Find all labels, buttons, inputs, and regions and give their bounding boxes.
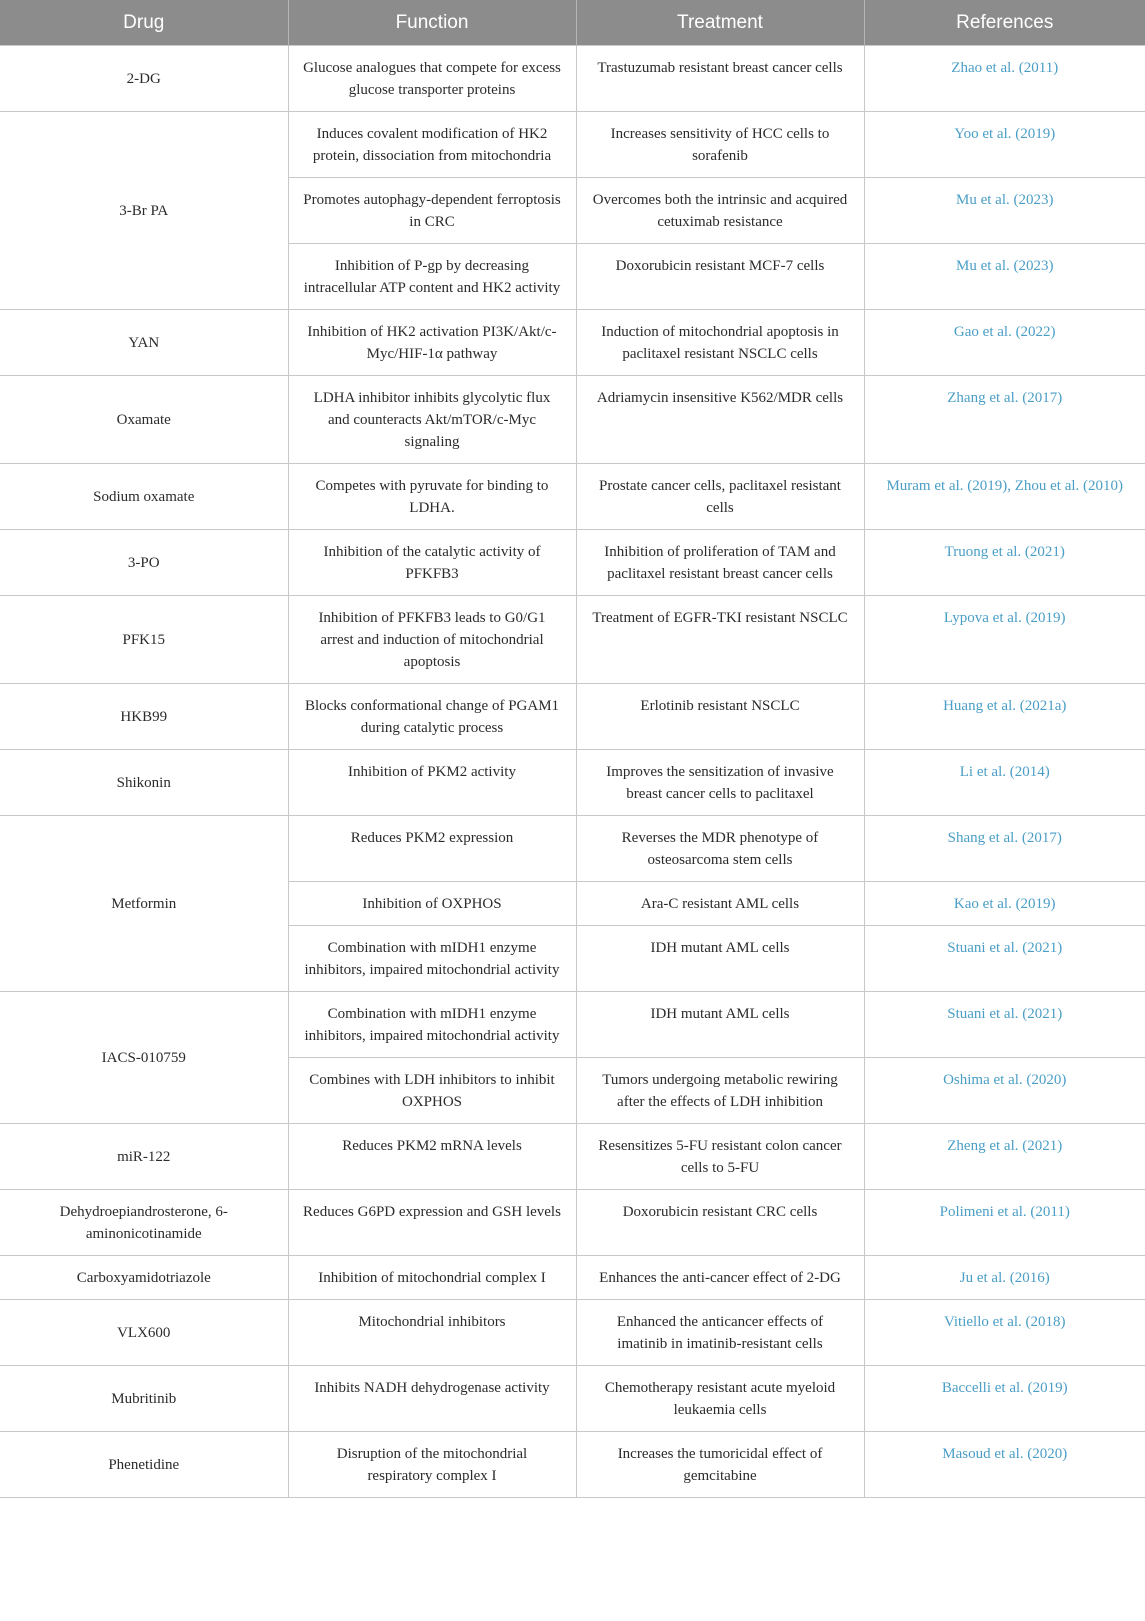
cell-function: Reduces PKM2 expression xyxy=(288,816,576,882)
table-row xyxy=(0,1190,1145,1256)
cell-reference-link[interactable]: Polimeni et al. (2011) xyxy=(864,1190,1145,1256)
cell-treatment: Erlotinib resistant NSCLC xyxy=(576,684,864,750)
cell-function: Induces covalent modification of HK2 protein, dissociation from mitochondria xyxy=(288,112,576,178)
column-header-treatment: Treatment xyxy=(576,0,864,46)
cell-treatment: Trastuzumab resistant breast cancer cells xyxy=(576,46,864,112)
cell-treatment: Doxorubicin resistant CRC cells xyxy=(576,1190,864,1256)
cell-function: Mitochondrial inhibitors xyxy=(288,1300,576,1366)
cell-function: Inhibition of OXPHOS xyxy=(288,882,576,926)
header-row xyxy=(0,0,1145,46)
cell-treatment: Increases the tumoricidal effect of gemcitabine xyxy=(576,1432,864,1498)
cell-reference-link[interactable]: Kao et al. (2019) xyxy=(864,882,1145,926)
cell-reference-link[interactable]: Li et al. (2014) xyxy=(864,750,1145,816)
cell-drug: Phenetidine xyxy=(0,1432,288,1498)
cell-drug: Oxamate xyxy=(0,376,288,464)
cell-drug: Dehydroepiandrosterone, 6-aminonicotinamide xyxy=(0,1190,288,1256)
cell-drug: VLX600 xyxy=(0,1300,288,1366)
cell-reference-link[interactable]: Baccelli et al. (2019) xyxy=(864,1366,1145,1432)
cell-function: Inhibition of PKM2 activity xyxy=(288,750,576,816)
cell-reference-link[interactable]: Vitiello et al. (2018) xyxy=(864,1300,1145,1366)
cell-treatment: Prostate cancer cells, paclitaxel resistant cells xyxy=(576,464,864,530)
table-row xyxy=(0,596,1145,684)
cell-reference-link[interactable]: Huang et al. (2021a) xyxy=(864,684,1145,750)
cell-function: Competes with pyruvate for binding to LDHA. xyxy=(288,464,576,530)
cell-drug: PFK15 xyxy=(0,596,288,684)
table-row xyxy=(0,1124,1145,1190)
cell-treatment: Resensitizes 5-FU resistant colon cancer cells to 5-FU xyxy=(576,1124,864,1190)
cell-drug: Sodium oxamate xyxy=(0,464,288,530)
table-row xyxy=(0,376,1145,464)
cell-treatment: Doxorubicin resistant MCF-7 cells xyxy=(576,244,864,310)
cell-drug: YAN xyxy=(0,310,288,376)
column-header-drug: Drug xyxy=(0,0,288,46)
cell-drug: Carboxyamidotriazole xyxy=(0,1256,288,1300)
cell-function: Reduces PKM2 mRNA levels xyxy=(288,1124,576,1190)
table-row xyxy=(0,530,1145,596)
table-row xyxy=(0,684,1145,750)
cell-drug: Shikonin xyxy=(0,750,288,816)
table-row xyxy=(0,750,1145,816)
cell-function: Disruption of the mitochondrial respiratory complex I xyxy=(288,1432,576,1498)
cell-reference-link[interactable]: Ju et al. (2016) xyxy=(864,1256,1145,1300)
table-body xyxy=(0,46,1145,1498)
cell-drug: HKB99 xyxy=(0,684,288,750)
table-row xyxy=(0,1366,1145,1432)
cell-reference-link[interactable]: Truong et al. (2021) xyxy=(864,530,1145,596)
cell-reference-link[interactable]: Lypova et al. (2019) xyxy=(864,596,1145,684)
cell-reference-link[interactable]: Oshima et al. (2020) xyxy=(864,1058,1145,1124)
cell-treatment: Overcomes both the intrinsic and acquired cetuximab resistance xyxy=(576,178,864,244)
cell-treatment: Tumors undergoing metabolic rewiring after the effects of LDH inhibition xyxy=(576,1058,864,1124)
cell-function: LDHA inhibitor inhibits glycolytic flux and counteracts Akt/mTOR/c-Myc signaling xyxy=(288,376,576,464)
cell-function: Blocks conformational change of PGAM1 during catalytic process xyxy=(288,684,576,750)
cell-reference-link[interactable]: Yoo et al. (2019) xyxy=(864,112,1145,178)
table-row xyxy=(0,46,1145,112)
table-row xyxy=(0,1300,1145,1366)
cell-reference-link[interactable]: Mu et al. (2023) xyxy=(864,178,1145,244)
cell-function: Combines with LDH inhibitors to inhibit OXPHOS xyxy=(288,1058,576,1124)
table-row xyxy=(0,992,1145,1058)
table-row xyxy=(0,816,1145,882)
cell-reference-link[interactable]: Gao et al. (2022) xyxy=(864,310,1145,376)
cell-drug: Mubritinib xyxy=(0,1366,288,1432)
cell-reference-link[interactable]: Masoud et al. (2020) xyxy=(864,1432,1145,1498)
table-row xyxy=(0,464,1145,530)
cell-drug: 3-Br PA xyxy=(0,112,288,310)
cell-treatment: Improves the sensitization of invasive breast cancer cells to paclitaxel xyxy=(576,750,864,816)
column-header-references: References xyxy=(864,0,1145,46)
cell-function: Reduces G6PD expression and GSH levels xyxy=(288,1190,576,1256)
cell-drug: miR-122 xyxy=(0,1124,288,1190)
cell-treatment: Induction of mitochondrial apoptosis in paclitaxel resistant NSCLC cells xyxy=(576,310,864,376)
cell-treatment: Adriamycin insensitive K562/MDR cells xyxy=(576,376,864,464)
cell-reference-link[interactable]: Stuani et al. (2021) xyxy=(864,992,1145,1058)
cell-drug: IACS-010759 xyxy=(0,992,288,1124)
cell-function: Inhibition of P-gp by decreasing intracellular ATP content and HK2 activity xyxy=(288,244,576,310)
cell-treatment: Ara-C resistant AML cells xyxy=(576,882,864,926)
cell-treatment: Enhances the anti-cancer effect of 2-DG xyxy=(576,1256,864,1300)
cell-function: Promotes autophagy-dependent ferroptosis in CRC xyxy=(288,178,576,244)
cell-treatment: Increases sensitivity of HCC cells to sorafenib xyxy=(576,112,864,178)
cell-function: Inhibition of PFKFB3 leads to G0/G1 arrest and induction of mitochondrial apoptosis xyxy=(288,596,576,684)
cell-function: Glucose analogues that compete for excess glucose transporter proteins xyxy=(288,46,576,112)
cell-function: Inhibition of the catalytic activity of PFKFB3 xyxy=(288,530,576,596)
cell-function: Inhibits NADH dehydrogenase activity xyxy=(288,1366,576,1432)
cell-treatment: IDH mutant AML cells xyxy=(576,926,864,992)
table-row xyxy=(0,1432,1145,1498)
cell-reference-link[interactable]: Zheng et al. (2021) xyxy=(864,1124,1145,1190)
cell-drug: Metformin xyxy=(0,816,288,992)
cell-function: Combination with mIDH1 enzyme inhibitors, impaired mitochondrial activity xyxy=(288,926,576,992)
cell-drug: 3-PO xyxy=(0,530,288,596)
table-row xyxy=(0,1256,1145,1300)
table-header xyxy=(0,0,1145,46)
cell-treatment: Treatment of EGFR-TKI resistant NSCLC xyxy=(576,596,864,684)
cell-function: Inhibition of HK2 activation PI3K/Akt/c-Myc/HIF-1α pathway xyxy=(288,310,576,376)
column-header-function: Function xyxy=(288,0,576,46)
cell-reference-link[interactable]: Mu et al. (2023) xyxy=(864,244,1145,310)
cell-drug: 2-DG xyxy=(0,46,288,112)
cell-treatment: Reverses the MDR phenotype of osteosarcoma stem cells xyxy=(576,816,864,882)
cell-reference-link[interactable]: Stuani et al. (2021) xyxy=(864,926,1145,992)
cell-reference-link[interactable]: Muram et al. (2019), Zhou et al. (2010) xyxy=(864,464,1145,530)
table-row xyxy=(0,112,1145,178)
cell-treatment: IDH mutant AML cells xyxy=(576,992,864,1058)
cell-treatment: Inhibition of proliferation of TAM and paclitaxel resistant breast cancer cells xyxy=(576,530,864,596)
table-row xyxy=(0,310,1145,376)
cell-treatment: Chemotherapy resistant acute myeloid leukaemia cells xyxy=(576,1366,864,1432)
cell-reference-link[interactable]: Shang et al. (2017) xyxy=(864,816,1145,882)
cell-reference-link[interactable]: Zhao et al. (2011) xyxy=(864,46,1145,112)
cell-function: Combination with mIDH1 enzyme inhibitors, impaired mitochondrial activity xyxy=(288,992,576,1058)
cell-treatment: Enhanced the anticancer effects of imatinib in imatinib-resistant cells xyxy=(576,1300,864,1366)
cell-function: Inhibition of mitochondrial complex I xyxy=(288,1256,576,1300)
cell-reference-link[interactable]: Zhang et al. (2017) xyxy=(864,376,1145,464)
